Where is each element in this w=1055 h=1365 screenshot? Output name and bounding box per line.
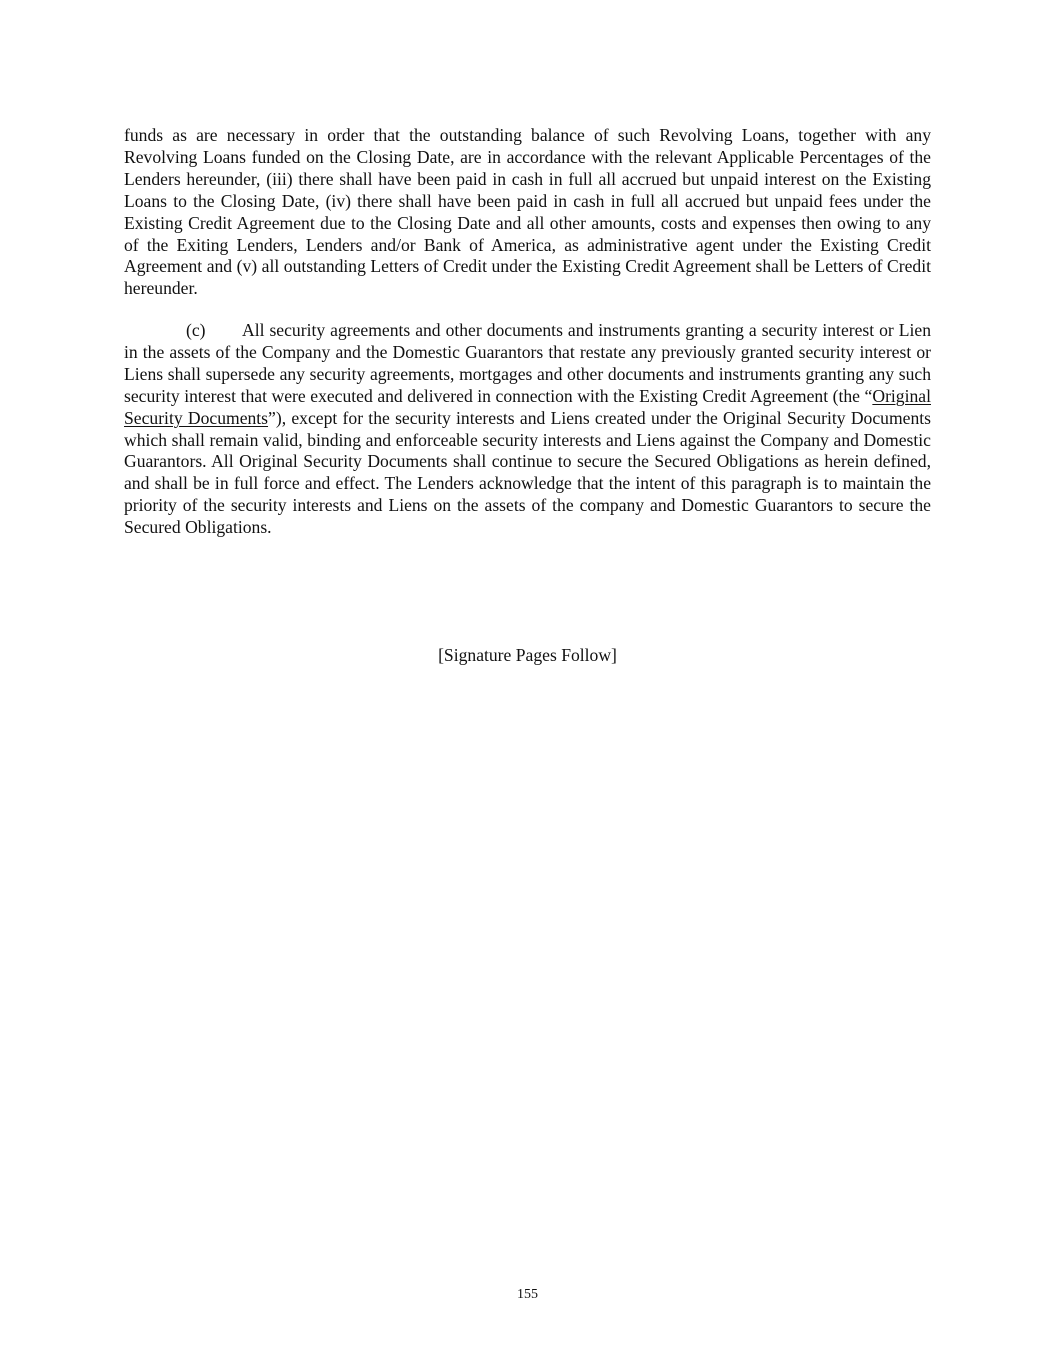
paragraph-2-text-after: ”), except for the security interests and Liens created under the Original Security Documents which shall remain valid, binding and enforceable security interests and Liens against the Company and Domestic Guarantors. All Original Security Documents shall continue to secure the Secured Obligations as herein defined, and shall be in full force and effect. The Lenders acknowledge that the intent of this paragraph is to maintain the priority of the security interests and Liens on the assets of the company and Domestic Guarantors to secure the Secured Obligations. bbox=[124, 407, 931, 538]
signature-pages-note: [Signature Pages Follow] bbox=[438, 645, 617, 665]
defined-term: Original Security Documents bbox=[124, 385, 931, 428]
paragraph-2-text-before: All security agreements and other documents and instruments granting a security interest or Lien in the assets of the Company and the Domestic Guarantors that restate any previously granted security interest or Liens shall supersede any security agreements, mortgages and other documents and instruments granting any such security interest that were executed and delivered in connection with the Existing Credit Agreement (the “ bbox=[124, 320, 931, 406]
paragraph-continuation bbox=[124, 125, 931, 300]
paragraph-label: (c) bbox=[186, 320, 206, 340]
paragraph-c bbox=[124, 320, 931, 539]
page-number: 155 bbox=[517, 1287, 538, 1302]
paragraph-1-text: funds as are necessary in order that the outstanding balance of such Revolving Loans, together with any Revolving Loans funded on the Closing Date, are in accordance with the relevant Applicable Percentages of the Lenders hereunder, (iii) there shall have been paid in cash in full all accrued but unpaid interest on the Existing Loans to the Closing Date, (iv) there shall have been paid in cash in full all accrued but unpaid fees under the Existing Credit Agreement due to the Closing Date and all other amounts, costs and expenses then owing to any of the Exiting Lenders, Lenders and/or Bank of America, as administrative agent under the Existing Credit Agreement and (v) all outstanding Letters of Credit under the Existing Credit Agreement shall be Letters of Credit hereunder. bbox=[124, 125, 931, 299]
